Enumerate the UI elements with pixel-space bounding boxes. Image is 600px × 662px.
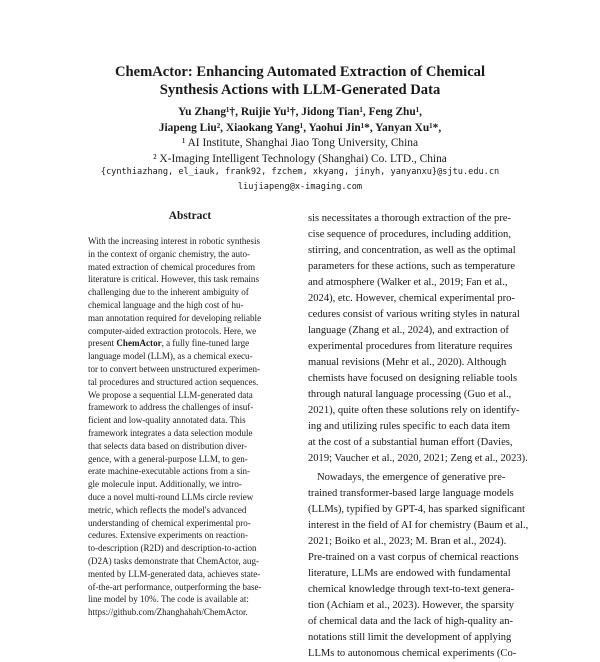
body-line: Nowadays, the emergence of generative pre-	[317, 472, 506, 483]
abstract-line: https://github.com/Zhanghahah/ChemActor.	[88, 607, 248, 618]
affiliation: ² X-Imaging Intelligent Technology (Shanghai) Co. LTD., China	[153, 152, 447, 165]
abstract-line: We propose a sequential LLM-generated data	[88, 389, 253, 400]
body-line: trained transformer-based large language models	[308, 488, 514, 499]
email-line: liujiapeng@x-imaging.com	[237, 182, 363, 192]
body-line: and atmosphere (Walker et al., 2019; Fan et al.,	[308, 277, 508, 288]
abstract-line: erate machine-executable actions from a sin-	[88, 466, 251, 477]
abstract-line: chemical language and the high cost of hu-	[88, 299, 244, 310]
affiliation: ¹ AI Institute, Shanghai Jiao Tong University, China	[181, 137, 419, 149]
abstract-line: gle molecule input. Additionally, we intro-	[88, 479, 242, 490]
paper-title	[0, 63, 600, 99]
abstract-line: understanding of chemical experimental pro-	[88, 517, 251, 528]
abstract-line: duce a novel multi-round LLMs circle review	[88, 491, 254, 502]
abstract-line: to-description (R2D) and description-to-action	[88, 543, 257, 554]
body-line: at the cost of a substantial human effort (Davies,	[308, 437, 513, 448]
body-line: ing and utilizing rules specific to each data item	[308, 421, 511, 432]
abstract-line: computer-aided extraction protocols. Here, we	[88, 325, 257, 336]
abstract-line: challenging due to the inherent ambiguity of	[88, 287, 249, 298]
body-line: (LLMs), typified by GPT-4, has sparked significant	[308, 504, 525, 515]
body-line: notations still limit the development of applying	[308, 632, 512, 643]
body-line: manual revisions (Mehr et al., 2020). Although	[308, 357, 507, 368]
author-line: Jiapeng Liu², Xiaokang Yang¹, Yaohui Jin¹*, Yanyan Xu¹*,	[158, 121, 442, 134]
body-column	[308, 211, 530, 662]
body-line: chemists have focused on designing reliable tools	[308, 373, 518, 384]
abstract-line: mated extraction of chemical procedures from	[88, 261, 256, 272]
abstract-line: in the context of organic chemistry, the auto-	[88, 248, 251, 259]
body-line: parameters for these actions, such as temperature	[308, 261, 516, 272]
abstract-line: tal procedures and structured action sequences.	[88, 376, 259, 387]
abstract-line: tor to convert between unstructured experimen-	[88, 363, 261, 374]
body-line: interest in the field of AI for chemistry (Baum et al.,	[308, 520, 529, 531]
body-line: sis necessitates a thorough extraction of the pre-	[308, 213, 511, 224]
body-line: through natural language processing (Guo et al.,	[308, 389, 512, 400]
abstract-line: line model by 10%. The code is available at:	[88, 594, 249, 605]
abstract-line: metric, which reflects the model's advanced	[88, 504, 247, 515]
abstract-line: (D2A) tasks demonstrate that ChemActor, aug-	[88, 555, 259, 566]
title-line: Synthesis Actions with LLM-Generated Data	[159, 82, 441, 98]
body-line: stirring, and concentration, as well as the optimal	[308, 245, 516, 256]
body-line: experimental procedures from literature requires	[308, 341, 513, 352]
abstract-line: cedures. Extensive experiments on reaction-	[88, 530, 249, 541]
body-line: cise sequence of procedures, including addition,	[308, 229, 511, 240]
body-line: of chemical data and the lack of high-quality an-	[308, 616, 513, 627]
author-line: Yu Zhang¹†, Ruijie Yu¹†, Jidong Tian¹, Feng Zhu¹,	[178, 106, 422, 118]
body-line: cedures consist of various writing styles in natural	[308, 309, 520, 320]
body-line: 2021), quite often these solutions rely on identify-	[308, 405, 520, 416]
body-line: Pre-trained on a vast corpus of chemical reactions	[308, 552, 519, 563]
abstract-line: gence, with a general-purpose LLM, to gen-	[88, 453, 248, 464]
title-line: ChemActor: Enhancing Automated Extraction of Chemical	[114, 64, 486, 80]
body-line: chemical knowledge through text-to-text genera-	[308, 584, 515, 595]
abstract-line: framework to address the challenges of insuf-	[88, 402, 254, 413]
abstract-line: language model (LLM), as a chemical execu-	[88, 351, 253, 362]
author-block	[0, 105, 600, 167]
body-line: language (Zhang et al., 2024), and extraction of	[308, 325, 509, 336]
body-line: 2024), etc. However, chemical experimental pro-	[308, 293, 515, 304]
abstract-line: ficient and low-quality annotated data. This	[88, 415, 246, 426]
abstract-line: man annotation required for developing reliable	[88, 312, 262, 323]
body-line: LLMs to autonomous chemical experiments (Co-	[308, 648, 517, 659]
abstract-line: literature is critical. However, this task remains	[88, 274, 259, 285]
abstract-line: framework integrates a data selection module	[88, 427, 253, 438]
abstract-line: of-the-art performance, outperforming the base-	[88, 581, 262, 592]
abstract-line: present ChemActor, a fully fine-tuned large	[88, 338, 250, 349]
abstract-body	[88, 235, 292, 619]
abstract-line: that selects data based on distribution diver-	[88, 440, 248, 451]
body-line: tion (Achiam et al., 2023). However, the sparsity	[308, 600, 515, 611]
body-line: literature, LLMs are endowed with fundamental	[308, 568, 511, 579]
abstract-line: With the increasing interest in robotic synthesis	[88, 236, 260, 246]
abstract-heading: Abstract	[168, 210, 212, 222]
abstract-line: mented by LLM-generated data, achieves state-	[88, 568, 261, 579]
email-block	[0, 165, 600, 195]
body-line: 2021; Boiko et al., 2023; M. Bran et al., 2024).	[308, 536, 507, 547]
body-line: 2019; Vaucher et al., 2020, 2021; Zeng et al., 2023).	[308, 453, 528, 464]
email-line: {cynthiazhang, el_iauk, frank92, fzchem, xkyang, jinyh, yanyanxu}@sjtu.edu.cn	[100, 167, 500, 177]
